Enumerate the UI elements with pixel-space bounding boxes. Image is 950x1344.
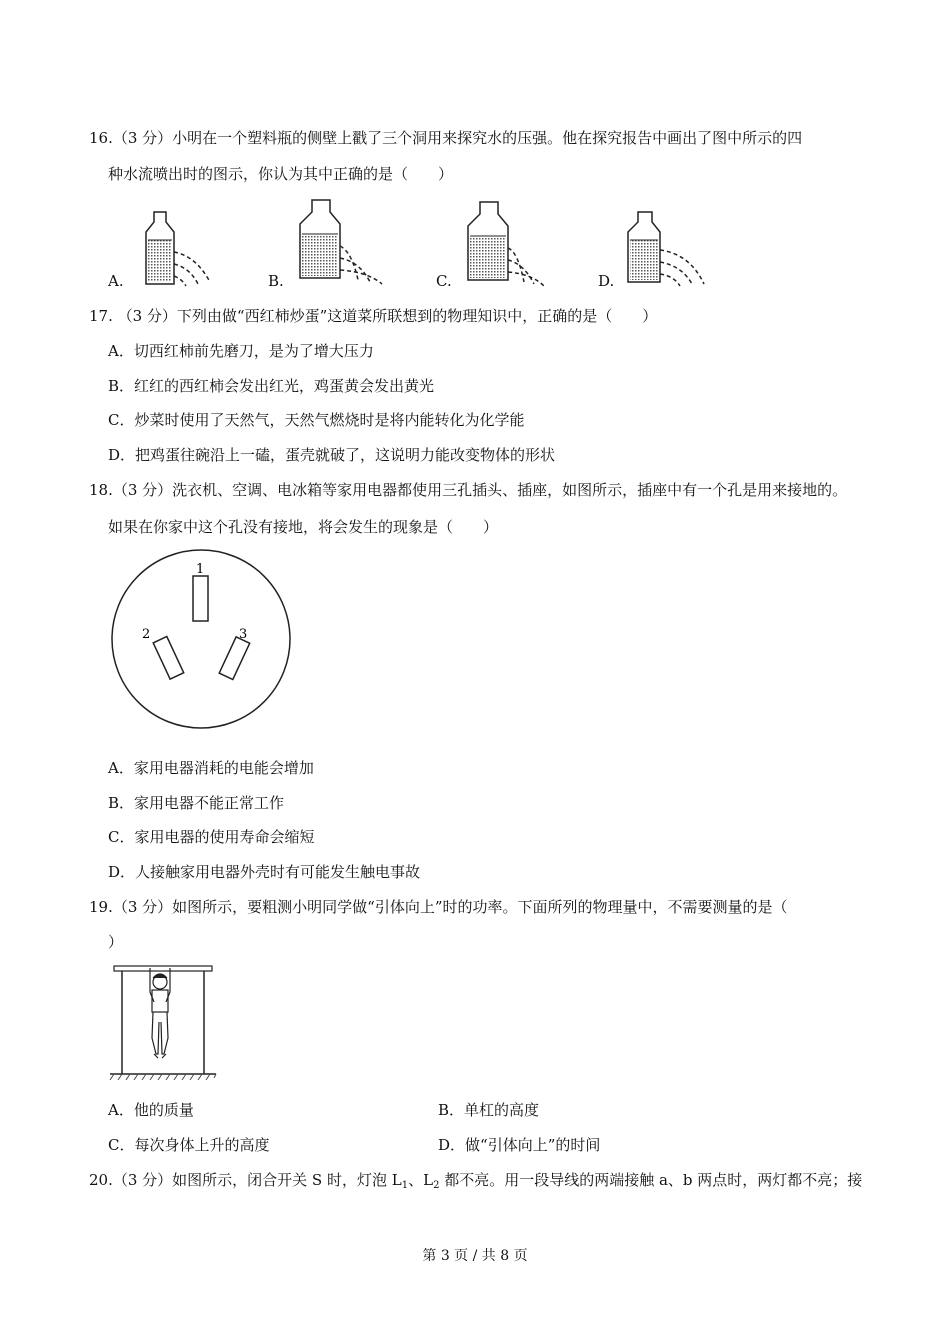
q16-stem-line2: 种水流喷出时的图示，你认为其中正确的是（ ）	[108, 165, 454, 183]
q16-bottle-c-figure	[458, 196, 558, 288]
q16-stem-line1: 16.（3 分）小明在一个塑料瓶的侧壁上戳了三个洞用来探究水的压强。他在探究报告中画出了图中所示的四	[89, 129, 803, 147]
q19-stem-line1: 19.（3 分）如图所示，要粗测小明同学做“引体向上”时的功率。下面所列的物理量中，不需要测量的是（	[89, 898, 788, 916]
q19-option-d[interactable]: D．做“引体向上”的时间	[438, 1136, 601, 1154]
q18-option-c[interactable]: C．家用电器的使用寿命会缩短	[108, 828, 315, 846]
socket-diagram	[108, 546, 294, 732]
q20-stem-line1: 20.（3 分）如图所示，闭合开关 S 时，灯泡 $L_1$、$L_2$ 都不亮。用一段导线的两端接触 a、b 两点时，两灯都不亮；接	[89, 1171, 863, 1191]
socket-hole-3	[219, 637, 249, 680]
q16-option-b-label[interactable]: B.	[268, 272, 284, 290]
pull-up-figure	[108, 962, 218, 1084]
q19-option-a[interactable]: A．他的质量	[108, 1101, 194, 1119]
q19-option-b[interactable]: B．单杠的高度	[438, 1101, 540, 1119]
q16-bottle-a-figure	[130, 204, 220, 288]
q16-option-d-label[interactable]: D.	[598, 272, 615, 290]
q18-option-d[interactable]: D．人接触家用电器外壳时有可能发生触电事故	[108, 863, 421, 881]
person-figure	[150, 968, 170, 1058]
page-footer: 第 3 页 / 共 8 页	[422, 1248, 528, 1264]
q17-option-c[interactable]: C．炒菜时使用了天然气，天然气燃烧时是将内能转化为化学能	[108, 411, 525, 429]
q16-bottle-b-figure	[290, 194, 390, 288]
q18-option-b[interactable]: B．家用电器不能正常工作	[108, 794, 285, 812]
q19-stem-line2: ）	[108, 933, 124, 951]
socket-hole-1-label: 1	[196, 562, 205, 577]
socket-hole-2-label: 2	[142, 627, 151, 642]
q19-option-c[interactable]: C．每次身体上升的高度	[108, 1136, 270, 1154]
socket-hole-3-label: 3	[239, 627, 248, 642]
q17-stem: 17. （3 分）下列由做“西红柿炒蛋”这道菜所联想到的物理知识中，正确的是（ ）	[89, 307, 658, 325]
q18-stem-line1: 18.（3 分）洗衣机、空调、电冰箱等家用电器都使用三孔插头、插座，如图所示，插座中有一个孔是用来接地的。	[89, 481, 848, 499]
q18-option-a[interactable]: A．家用电器消耗的电能会增加	[108, 759, 314, 777]
q17-option-b[interactable]: B．红红的西红柿会发出红光，鸡蛋黄会发出黄光	[108, 377, 435, 395]
socket-hole-1	[193, 576, 208, 621]
q16-bottle-d-figure	[620, 204, 710, 288]
q17-option-a[interactable]: A．切西红柿前先磨刀，是为了增大压力	[108, 342, 374, 360]
pull-up-bar	[114, 966, 212, 971]
q16-option-c-label[interactable]: C.	[436, 272, 452, 290]
q17-option-d[interactable]: D．把鸡蛋往碗沿上一磕，蛋壳就破了，这说明力能改变物体的形状	[108, 446, 556, 464]
q16-option-a-label[interactable]: A.	[108, 272, 124, 290]
socket-hole-2	[153, 636, 183, 679]
q18-stem-line2: 如果在你家中这个孔没有接地，将会发生的现象是（ ）	[108, 518, 499, 536]
